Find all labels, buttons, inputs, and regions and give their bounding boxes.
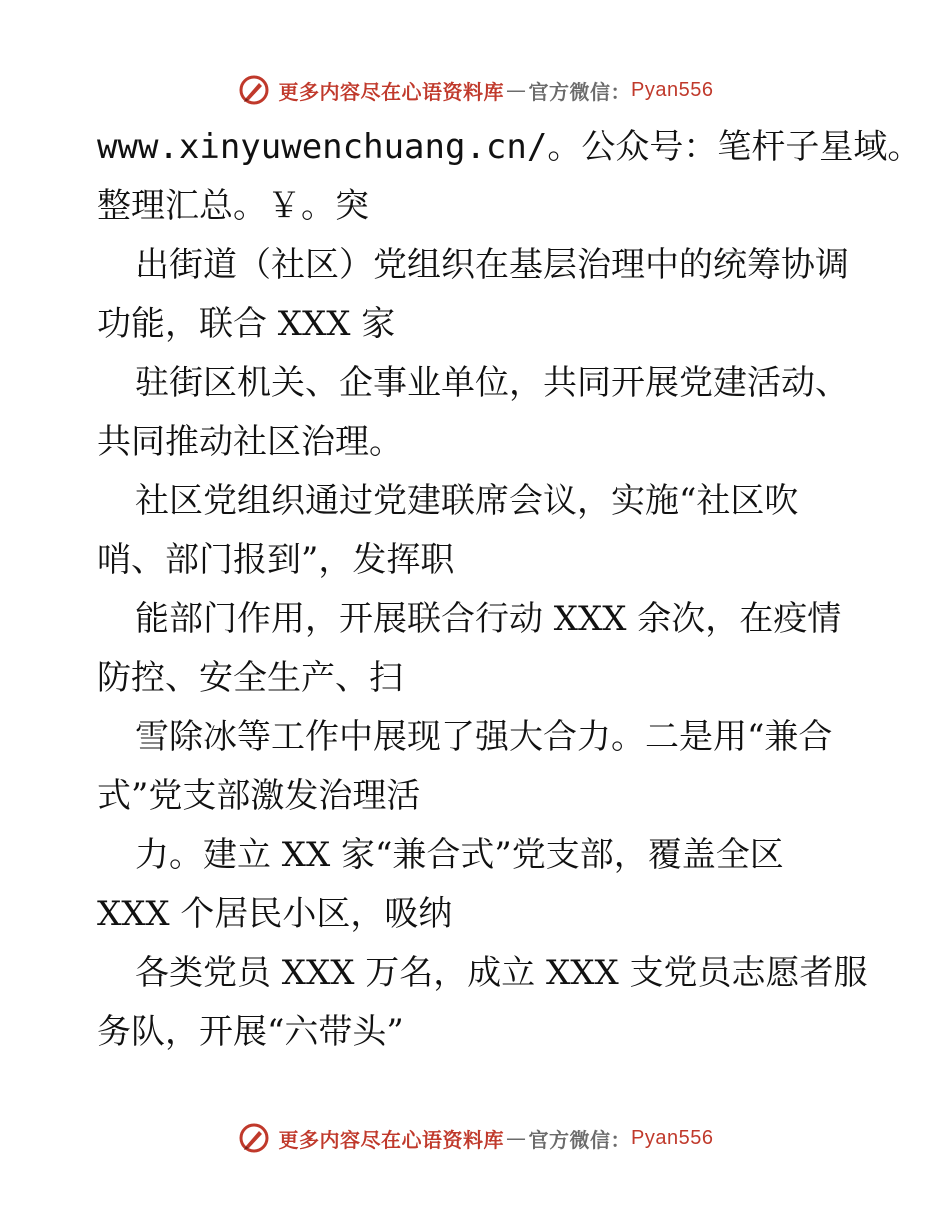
body-line: 力。建立 XX 家“兼合式”党支部，覆盖全区 — [135, 835, 784, 875]
footer-text — [279, 1124, 714, 1153]
header-wechat-label: 官方微信： — [528, 79, 632, 104]
header-banner — [0, 68, 950, 112]
pen-circle-logo-icon — [237, 73, 271, 107]
document-body — [97, 118, 922, 1062]
footer-dash: — — [506, 1126, 527, 1150]
body-line: XXX 个居民小区，吸纳 — [97, 894, 453, 934]
body-line: 哨、部门报到”，发挥职 — [97, 540, 455, 580]
body-line: 驻街区机关、企事业单位，共同开展党建活动、 — [135, 363, 849, 403]
footer-promo-text: 更多内容尽在心语资料库 — [278, 1127, 505, 1152]
body-line-text: www.xinyuwenchuang.cn/。公众号：笔杆子星域。 — [97, 127, 922, 167]
footer-wechat-id: Pyan556 — [631, 1126, 714, 1149]
footer-wechat-label: 官方微信： — [528, 1127, 632, 1152]
footer-banner — [0, 1116, 950, 1160]
body-line: 能部门作用，开展联合行动 XXX 余次，在疫情 — [135, 599, 842, 639]
body-line: 式”党支部激发治理活 — [97, 776, 421, 816]
header-promo-text: 更多内容尽在心语资料库 — [278, 79, 505, 104]
body-line: 功能，联合 XXX 家 — [97, 304, 396, 344]
body-line: 各类党员 XXX 万名，成立 XXX 支党员志愿者服 — [135, 953, 868, 993]
body-line — [97, 118, 922, 177]
body-line: 共同推动社区治理。 — [97, 422, 403, 462]
header-text — [279, 76, 714, 105]
body-line: 社区党组织通过党建联席会议，实施“社区吹 — [135, 481, 799, 521]
header-dash: — — [506, 78, 527, 102]
body-line: 出街道（社区）党组织在基层治理中的统筹协调 — [135, 245, 849, 285]
body-line: 整理汇总。￥。突 — [97, 186, 369, 226]
body-line: 务队，开展“六带头” — [97, 1012, 404, 1052]
header-wechat-id: Pyan556 — [631, 78, 714, 101]
pen-circle-logo-icon — [237, 1121, 271, 1155]
body-line: 雪除冰等工作中展现了强大合力。二是用“兼合 — [135, 717, 833, 757]
body-line: 防控、安全生产、扫 — [97, 658, 403, 698]
